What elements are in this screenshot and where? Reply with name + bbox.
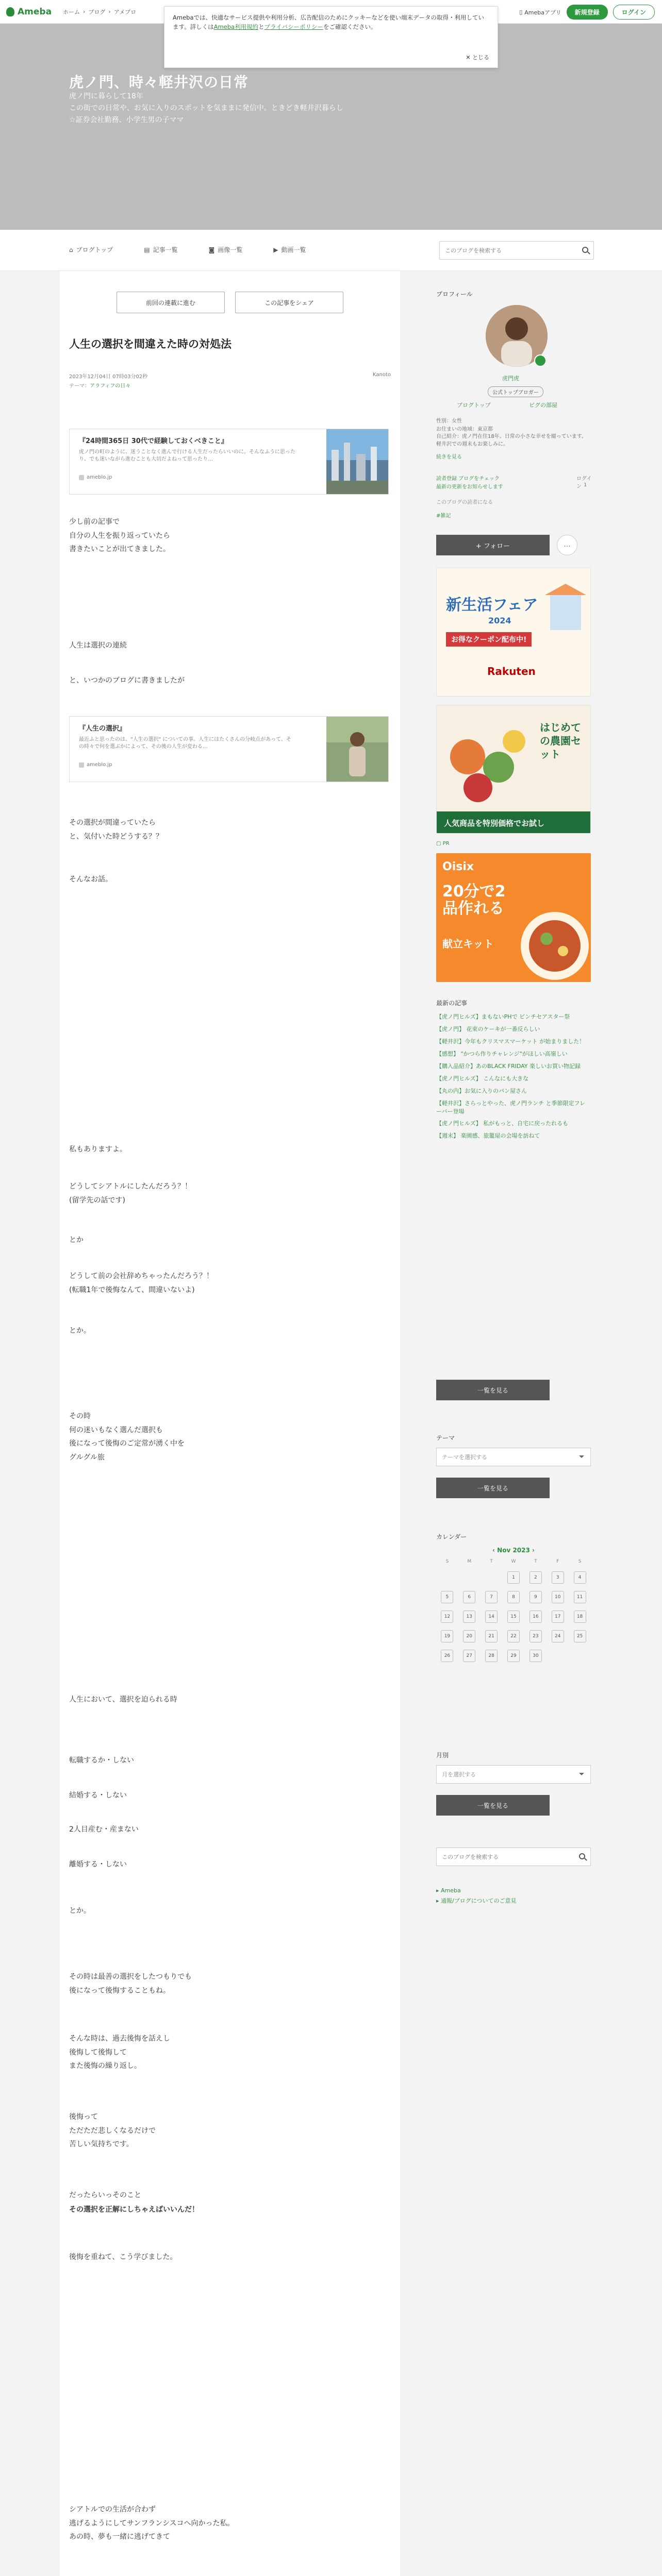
camera-icon: ◙: [208, 246, 215, 253]
archive-select[interactable]: 月を選択する: [436, 1765, 591, 1784]
body-paragraph: 2人目産む・産まない: [69, 1825, 139, 1834]
calendar-day[interactable]: 16: [529, 1611, 542, 1623]
cookie-text: と: [258, 23, 264, 31]
calendar-day[interactable]: 30: [529, 1650, 542, 1662]
ad-brand: Rakuten: [487, 665, 536, 677]
calendar-day[interactable]: 21: [485, 1630, 498, 1642]
recent-entries-list: [436, 1013, 591, 1144]
recent-entries-heading: 最新の記事: [436, 999, 468, 1007]
calendar-day[interactable]: 28: [485, 1650, 498, 1662]
body-paragraph: 後悔を重ねて、こう学びました。: [69, 2253, 177, 2261]
ad-brand: Oisix: [442, 860, 474, 873]
search-icon[interactable]: [579, 1853, 585, 1859]
calendar-day[interactable]: 12: [441, 1611, 453, 1623]
archive-heading: 月別: [436, 1752, 449, 1759]
profile-name[interactable]: 虎門虎: [502, 375, 519, 382]
profile-link-blogtop[interactable]: ブログトップ: [457, 402, 491, 409]
blog-search: [439, 241, 594, 260]
video-icon: ▶: [273, 246, 278, 253]
calendar-day[interactable]: 19: [441, 1630, 453, 1642]
recent-entry-link[interactable]: 【週末】 楽園感、旅籠屋の会場を訪ねて: [436, 1132, 540, 1140]
ad-title: 新生活フェア: [446, 596, 538, 614]
blog-title[interactable]: 虎ノ門、時々軽井沢の日常: [69, 74, 249, 91]
ameba-app-link[interactable]: ▯ Amebaアプリ: [519, 9, 561, 16]
prev-entry-button[interactable]: 前回の連載に進む: [117, 292, 225, 313]
blog-description-line: 虎ノ門に暮らして18年: [69, 92, 143, 100]
body-paragraph: どうして前の会社辞めちゃったんだろう？！ (転職1年で後悔なんて、間違いないよ): [69, 1272, 213, 1294]
calendar-day[interactable]: 23: [529, 1630, 542, 1642]
report-link[interactable]: ▸ 通報/ブログについてのご意見: [436, 1897, 517, 1904]
favicon-icon: [79, 762, 84, 768]
terms-link[interactable]: Ameba利用規約: [213, 23, 259, 31]
calendar-day[interactable]: 5: [441, 1591, 453, 1603]
calendar-grid: [436, 1559, 591, 1662]
link-card-desc: 虎ノ門の町のように、迷うことなく進んで行ける人生だったらいいのに。そんなふうに思ったり、でも迷いながら進むことも大切だよねって思ったり…: [79, 449, 295, 462]
search-icon[interactable]: [582, 247, 588, 253]
ad-illustration: [545, 584, 586, 635]
reader-count: 1: [584, 482, 587, 488]
archive-more-button[interactable]: 一覧を見る: [436, 1795, 550, 1816]
recent-entry-link[interactable]: 【虎ノ門ヒルズ】 私がもっと、自宅に戻ったれるも: [436, 1120, 569, 1127]
recent-entry-link[interactable]: 【購入品紹介】あのBLACK FRIDAY 楽しいお買い物記録: [436, 1062, 581, 1070]
calendar-empty-cell: [436, 1571, 458, 1584]
cookie-close-button[interactable]: ✕ とじる: [466, 54, 489, 61]
calendar-weekday: T: [490, 1559, 493, 1564]
calendar-empty-cell: [458, 1571, 481, 1584]
calendar-day[interactable]: 27: [463, 1650, 475, 1662]
profile-gender: 性別：女性: [436, 418, 462, 424]
calendar-empty-cell: [481, 1571, 503, 1584]
header-actions: [519, 5, 655, 20]
calendar-weekday: W: [511, 1559, 516, 1564]
calendar-weekday: F: [556, 1559, 559, 1564]
body-paragraph: とか。: [69, 1907, 91, 1915]
link-card-desc: 最近ふと思ったのは、"人生の選択" についての事。人生にはたくさんの分岐点があって、その時々で何を選ぶかによって、その後の人生が変わる…: [79, 737, 291, 750]
calendar-weekday: S: [445, 1559, 449, 1564]
profile-link-pigg[interactable]: ピグの部屋: [529, 402, 557, 409]
calendar-weekday: T: [534, 1559, 537, 1564]
nav-separator: ›: [108, 8, 111, 15]
calendar-day[interactable]: 17: [552, 1611, 564, 1623]
calendar-day[interactable]: 1: [507, 1571, 520, 1584]
calendar-day[interactable]: 11: [574, 1591, 586, 1603]
ad-food-image: [514, 894, 591, 982]
entry-tag[interactable]: Kanoto: [372, 372, 391, 378]
profile-intro: 自己紹介：虎ノ門在住18年。日常の小さな幸せを綴っています。軽井沢での週末もお楽しみに。: [436, 434, 587, 447]
more-dots-icon: …: [564, 541, 571, 549]
body-paragraph: その時 何の迷いもなく選んだ選択も 後になって後悔のご定常が湧く中を グルグル旅: [69, 1412, 185, 1462]
cookie-text: Amebaでは、快適なサービス提供や利用分析、広告配信のためにクッキーなどを使い端末データの取得・利用しています。詳しくは: [173, 14, 484, 31]
ad-subtitle: お得なクーポン配布中!: [446, 632, 532, 647]
calendar-day[interactable]: 18: [574, 1611, 586, 1623]
cookie-text: をご確認ください。: [323, 23, 377, 31]
follow-button[interactable]: + フォロー: [436, 535, 550, 555]
nav-entry-list[interactable]: ▤ 記事一覧: [144, 246, 178, 253]
recent-more-button[interactable]: 一覧を見る: [436, 1380, 550, 1400]
nav-blog-top[interactable]: ⌂ ブログトップ: [69, 246, 113, 253]
calendar-month: ‹ Nov 2023 ›: [492, 1547, 535, 1554]
calendar-day[interactable]: 10: [552, 1591, 564, 1603]
calendar-weekday: M: [467, 1559, 472, 1564]
blog-description-line: この街での日常や、お気に入りのスポットを気ままに発信中。ときどき軽井沢暮らし: [69, 104, 343, 113]
cookie-consent-popup: [164, 6, 498, 68]
document-icon: ▤: [144, 246, 150, 253]
body-paragraph: 人生は選択の連続: [69, 641, 127, 650]
person-thumbnail-image: [326, 717, 388, 782]
body-paragraph: 転職するか・しない: [69, 1756, 134, 1765]
login-button[interactable]: ログイン: [613, 5, 655, 20]
entry-meta: [69, 372, 391, 380]
calendar: [436, 1547, 591, 1662]
calendar-day[interactable]: 8: [507, 1591, 520, 1603]
ad-year: 2024: [488, 616, 511, 625]
calendar-weekday: S: [578, 1559, 582, 1564]
ad-subtitle: 人気商品を特別価格でお試し: [444, 819, 545, 828]
logo-text: Ameba: [18, 6, 52, 17]
calendar-day[interactable]: 13: [463, 1611, 475, 1623]
calendar-day[interactable]: 2: [529, 1571, 542, 1584]
ad-title: はじめての農園セット: [540, 721, 581, 760]
profile-read-more[interactable]: 続きを見る: [436, 454, 462, 460]
reader-register-link[interactable]: 読者登録 ブログをチェック: [436, 476, 500, 482]
reader-login[interactable]: ログイン: [576, 476, 592, 489]
link-card-title: 『24時間365日 30代で経験しておくべきこと』: [79, 437, 228, 445]
blog-description: [69, 91, 343, 126]
ameba-logo-icon: [6, 7, 14, 16]
global-nav-ameblo[interactable]: アメブロ: [113, 8, 137, 15]
article-pager: [117, 292, 343, 313]
body-paragraph: とか: [69, 1236, 84, 1244]
calendar-day[interactable]: 26: [441, 1650, 453, 1662]
share-entry-button[interactable]: この記事をシェア: [235, 292, 343, 313]
article: [60, 271, 400, 2576]
arrow-right-icon: ▸: [436, 1887, 441, 1894]
calendar-day[interactable]: 7: [485, 1591, 498, 1603]
calendar-day[interactable]: 9: [529, 1591, 542, 1603]
blog-nav-items: [69, 245, 306, 254]
ad-farm-set[interactable]: [436, 705, 591, 834]
calendar-day[interactable]: 29: [507, 1650, 520, 1662]
phone-icon: ▯: [519, 9, 523, 15]
calendar-day[interactable]: 25: [574, 1630, 586, 1642]
theme-heading: テーマ: [436, 1434, 455, 1442]
nav-image-list[interactable]: ◙ 画像一覧: [208, 246, 243, 253]
blog-search-input[interactable]: [440, 242, 574, 259]
recent-entry-link[interactable]: 【軽井沢】今年もクリスマスマーケット が始まりました！: [436, 1038, 585, 1045]
body-paragraph: 少し前の記事で 自分の人生を振り返っていたら 書きたいことが出てきました。: [69, 518, 170, 554]
global-nav-blog[interactable]: ブログ: [88, 8, 106, 15]
profile-hometown: お住まいの地域：東京都: [436, 427, 493, 432]
link-card-title: 『人生の選択』: [79, 725, 126, 733]
blog-nav: [0, 230, 662, 271]
calendar-day[interactable]: 15: [507, 1611, 520, 1623]
reader-update-link[interactable]: 最新の更新をお知らせします: [436, 484, 503, 490]
link-card[interactable]: [69, 716, 389, 782]
calendar-day[interactable]: 24: [552, 1630, 564, 1642]
nav-video-list[interactable]: ▶ 動画一覧: [273, 246, 306, 253]
home-icon: ⌂: [69, 246, 73, 253]
body-paragraph: とか。: [69, 1327, 91, 1335]
calendar-day[interactable]: 4: [574, 1571, 586, 1584]
sidebar-search-input[interactable]: [437, 1848, 571, 1866]
body-paragraph: そんなお話。: [69, 875, 112, 884]
body-highlight: その選択を正解にしちゃえばいいんだ！: [69, 2206, 199, 2214]
official-badge: 公式トップブロガー: [488, 386, 543, 397]
verified-check-icon: [534, 354, 547, 367]
calendar-day[interactable]: 22: [507, 1630, 520, 1642]
chevron-right-icon[interactable]: ›: [529, 1547, 535, 1554]
body-paragraph: その選択が間違っていたら と、気付いた時どうする？？: [69, 819, 163, 841]
body-paragraph: だったらいっそのこと: [69, 2191, 141, 2199]
ad-rakuten-new-life[interactable]: [436, 568, 591, 697]
entry-date: 2023年12月04日 07時03分02秒: [69, 374, 148, 380]
profile-heading: プロフィール: [436, 291, 473, 298]
entry-theme-link[interactable]: アラフィフの日々: [90, 383, 131, 389]
ad-oisix[interactable]: [436, 853, 591, 982]
entry-title[interactable]: 人生の選択を間違えた時の対処法: [69, 338, 231, 350]
become-reader-text: このブログの読者になる: [436, 500, 493, 505]
link-card-source: ameblo.jp: [79, 762, 112, 768]
body-paragraph: シアトルでの生活が合わず 逃げるようにしてサンフランシスコへ向かった私。 あの時、夢も一緒に逃げてきて: [69, 2505, 235, 2541]
signup-button[interactable]: 新規登録: [567, 5, 608, 20]
city-thumbnail-image: [326, 429, 388, 494]
link-card-source: ameblo.jp: [79, 474, 112, 480]
ad-subtitle: 献立キット: [442, 938, 494, 950]
arrow-right-icon: ▸: [436, 1897, 441, 1904]
pr-link[interactable]: ▢ PR: [436, 841, 450, 846]
ameba-logo[interactable]: [6, 7, 63, 17]
calendar-day[interactable]: 20: [463, 1630, 475, 1642]
ameba-link[interactable]: ▸ Ameba: [436, 1887, 461, 1894]
theme-more-button[interactable]: 一覧を見る: [436, 1478, 550, 1498]
body-paragraph: 後悔って ただただ悲しくなるだけで 苦しい気持ちです。: [69, 2113, 156, 2149]
privacy-policy-link[interactable]: プライバシーポリシー: [264, 23, 324, 31]
body-paragraph: 結婚する・しない: [69, 1791, 127, 1800]
sidebar-footer-links: [436, 1886, 517, 1906]
calendar-heading: カレンダー: [436, 1533, 467, 1540]
recent-entry-link[interactable]: 【虎ノ門】 花束のケーキが一番反らしい: [436, 1025, 540, 1032]
body-paragraph: と、いつかのブログに書きましたが: [69, 676, 185, 685]
body-paragraph: そんな時は、過去後悔を話えし 後悔して後悔して また後悔の繰り返し。: [69, 2035, 170, 2071]
global-nav-home[interactable]: ホーム: [63, 8, 80, 15]
body-paragraph: どうしてシアトルにしたんだろう？！ (留学先の話です): [69, 1182, 192, 1205]
recent-entry-link[interactable]: 【虎ノ門ヒルズ】 こんなにも大きな: [436, 1075, 529, 1082]
nav-separator: ›: [83, 8, 86, 15]
sidebar-search: [436, 1848, 591, 1866]
close-icon: ✕: [466, 54, 472, 61]
calendar-day[interactable]: 6: [463, 1591, 475, 1603]
global-nav: [63, 8, 136, 16]
body-paragraph: 私もありますよ。: [69, 1145, 127, 1154]
calendar-day[interactable]: 14: [485, 1611, 498, 1623]
link-card[interactable]: [69, 429, 389, 495]
entry-theme: テーマ：アラフィフの日々: [69, 383, 131, 389]
hashtag-link[interactable]: #雑記: [436, 513, 451, 519]
body-paragraph: その時は最善の選択をしたつもりでも 後になって後悔することもね。: [69, 1973, 192, 1995]
blog-description-line: ☆証券会社勤務、小学生男の子ママ: [69, 116, 184, 125]
ad-title: 20分で2品作れる: [442, 883, 506, 918]
recent-entry-link[interactable]: 【丸の内】お気に入りのパン屋さん: [436, 1087, 527, 1094]
body-paragraph: 人生において、選択を迫られる時: [69, 1696, 177, 1704]
recent-entry-link[interactable]: 【軽井沢】さらっとやった、虎ノ門ランチ と季節限定フレーバー登場: [436, 1099, 586, 1115]
follow-more-button[interactable]: [557, 535, 577, 555]
recent-entry-link[interactable]: 【感想】 "かつら作りチャレンジ"がほしい高嶺しい: [436, 1050, 568, 1057]
body-paragraph: 離婚する・しない: [69, 1860, 127, 1869]
recent-entry-link[interactable]: 【虎ノ門ヒルズ】まもないPHで ビンチセアスター祭: [436, 1013, 570, 1020]
favicon-icon: [79, 475, 84, 480]
chevron-left-icon[interactable]: ‹: [492, 1547, 498, 1554]
theme-select[interactable]: テーマを選択する: [436, 1448, 591, 1466]
calendar-day[interactable]: 3: [552, 1571, 564, 1584]
